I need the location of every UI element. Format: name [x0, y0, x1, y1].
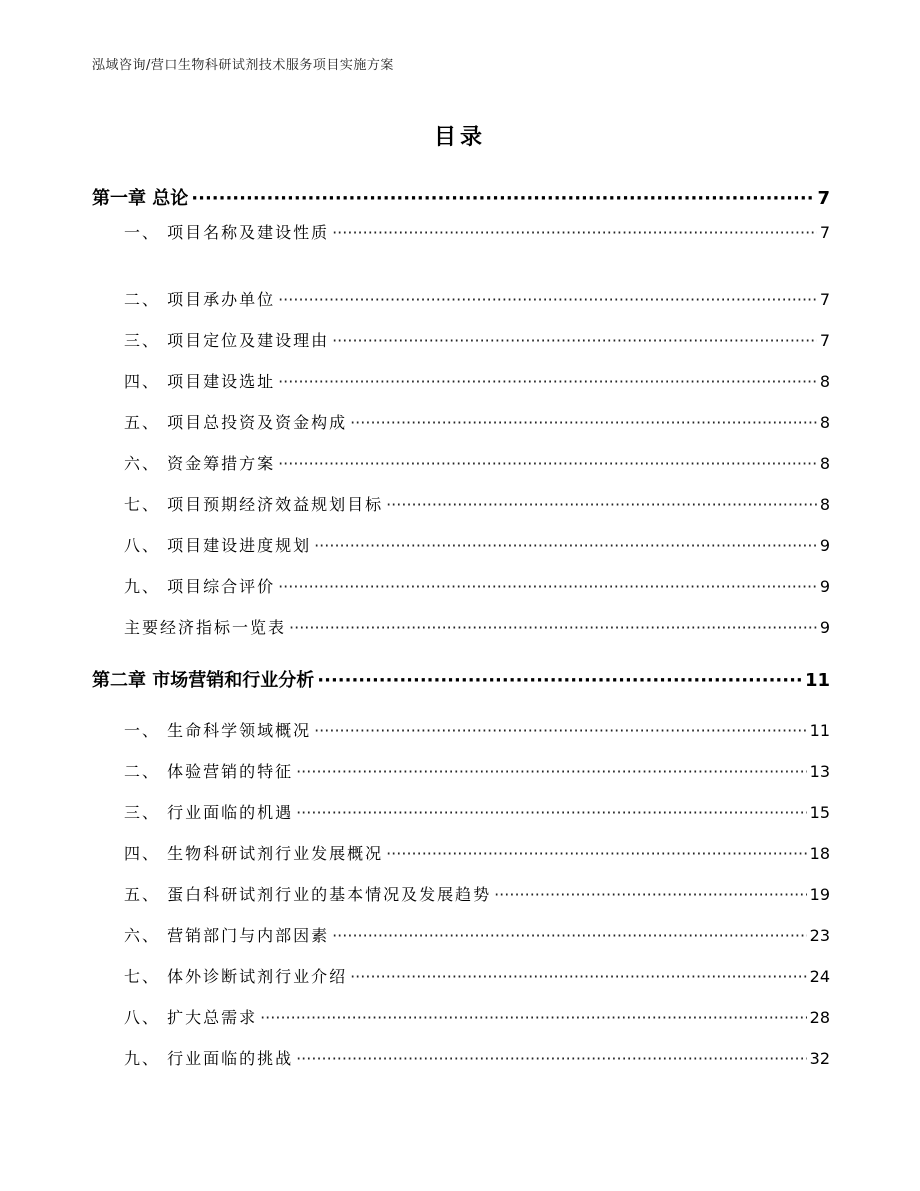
toc-section[interactable] — [124, 615, 830, 638]
toc-section-label: 七、 项目预期经济效益规划目标 — [124, 495, 384, 514]
toc-leader — [278, 372, 817, 391]
toc-section[interactable] — [124, 1005, 830, 1028]
toc-section-label: 四、 生物科研试剂行业发展概况 — [124, 844, 384, 863]
toc-section-label: 七、 体外诊断试剂行业介绍 — [124, 967, 348, 986]
running-header: 泓域咨询/营口生物科研试剂技术服务项目实施方案 — [92, 58, 394, 73]
toc-section[interactable] — [124, 533, 830, 556]
toc-page-number: 18 — [809, 844, 830, 863]
toc-leader — [314, 536, 817, 555]
toc-leader — [278, 577, 817, 596]
toc-page-number: 8 — [819, 413, 830, 432]
toc-section[interactable] — [124, 410, 830, 433]
toc-leader — [289, 618, 817, 637]
toc-section[interactable] — [124, 328, 830, 351]
toc-section[interactable] — [124, 492, 830, 515]
toc-leader — [386, 495, 817, 514]
toc-section-label: 二、 体验营销的特征 — [124, 762, 294, 781]
toc-section-label: 四、 项目建设选址 — [124, 372, 276, 391]
toc-section[interactable] — [124, 759, 830, 782]
toc-chapter-2[interactable] — [92, 666, 830, 692]
toc-leader — [332, 223, 817, 242]
toc-page-number: 7 — [819, 223, 830, 242]
toc-leader — [386, 844, 807, 863]
toc-page-number: 11 — [809, 721, 830, 740]
toc-section-label: 二、 项目承办单位 — [124, 290, 276, 309]
toc-section-label: 六、 营销部门与内部因素 — [124, 926, 330, 945]
toc-section-label: 九、 项目综合评价 — [124, 577, 276, 596]
toc-page-number: 7 — [819, 290, 830, 309]
toc-chapter-1[interactable] — [92, 184, 830, 210]
toc-section[interactable] — [124, 220, 830, 243]
toc-leader — [191, 188, 814, 209]
toc-chapter-label: 第二章 市场营销和行业分析 — [92, 670, 315, 691]
toc-section-label: 一、 生命科学领域概况 — [124, 721, 312, 740]
toc-page-number: 28 — [809, 1008, 830, 1027]
toc-section[interactable] — [124, 841, 830, 864]
toc-leader — [350, 413, 817, 432]
toc-section-label: 三、 项目定位及建设理由 — [124, 331, 330, 350]
toc-section[interactable] — [124, 923, 830, 946]
toc-page-number: 9 — [819, 618, 830, 637]
toc-section-label: 五、 项目总投资及资金构成 — [124, 413, 348, 432]
toc-page-number: 15 — [809, 803, 830, 822]
toc-leader — [296, 762, 807, 781]
toc-chapter-label: 第一章 总论 — [92, 188, 189, 209]
toc-leader — [332, 331, 817, 350]
toc-section[interactable] — [124, 800, 830, 823]
toc-page-number: 8 — [819, 495, 830, 514]
toc-section-label: 五、 蛋白科研试剂行业的基本情况及发展趋势 — [124, 885, 492, 904]
toc-leader — [296, 1049, 807, 1068]
toc-page-number: 7 — [817, 188, 830, 209]
toc-section[interactable] — [124, 369, 830, 392]
toc-page-number: 7 — [819, 331, 830, 350]
toc-page-number: 23 — [809, 926, 830, 945]
toc-section-label: 三、 行业面临的机遇 — [124, 803, 294, 822]
toc-leader — [350, 967, 807, 986]
toc-page-number: 8 — [819, 372, 830, 391]
toc-leader — [314, 721, 807, 740]
toc-page-number: 11 — [804, 670, 830, 691]
toc-leader — [278, 454, 817, 473]
toc-leader — [317, 670, 802, 691]
toc-section[interactable] — [124, 882, 830, 905]
toc-section-label: 主要经济指标一览表 — [124, 618, 287, 637]
toc-section[interactable] — [124, 964, 830, 987]
toc-section-label: 九、 行业面临的挑战 — [124, 1049, 294, 1068]
toc-leader — [296, 803, 807, 822]
toc-leader — [260, 1008, 807, 1027]
toc-page-number: 8 — [819, 454, 830, 473]
toc-page-number: 9 — [819, 577, 830, 596]
toc-section-label: 八、 扩大总需求 — [124, 1008, 258, 1027]
toc-page-number: 13 — [809, 762, 830, 781]
toc-section[interactable] — [124, 451, 830, 474]
toc-section[interactable] — [124, 574, 830, 597]
toc-section[interactable] — [124, 287, 830, 310]
toc-page-number: 19 — [809, 885, 830, 904]
toc-section-label: 一、 项目名称及建设性质 — [124, 223, 330, 242]
toc-page-number: 32 — [809, 1049, 830, 1068]
toc-title: 目录 — [433, 125, 486, 150]
toc-section-label: 六、 资金筹措方案 — [124, 454, 276, 473]
toc-leader — [494, 885, 807, 904]
toc-section-label: 八、 项目建设进度规划 — [124, 536, 312, 555]
toc-leader — [278, 290, 817, 309]
toc-leader — [332, 926, 807, 945]
toc-page-number: 24 — [809, 967, 830, 986]
toc-section[interactable] — [124, 1046, 830, 1069]
toc-page-number: 9 — [819, 536, 830, 555]
toc-section[interactable] — [124, 718, 830, 741]
